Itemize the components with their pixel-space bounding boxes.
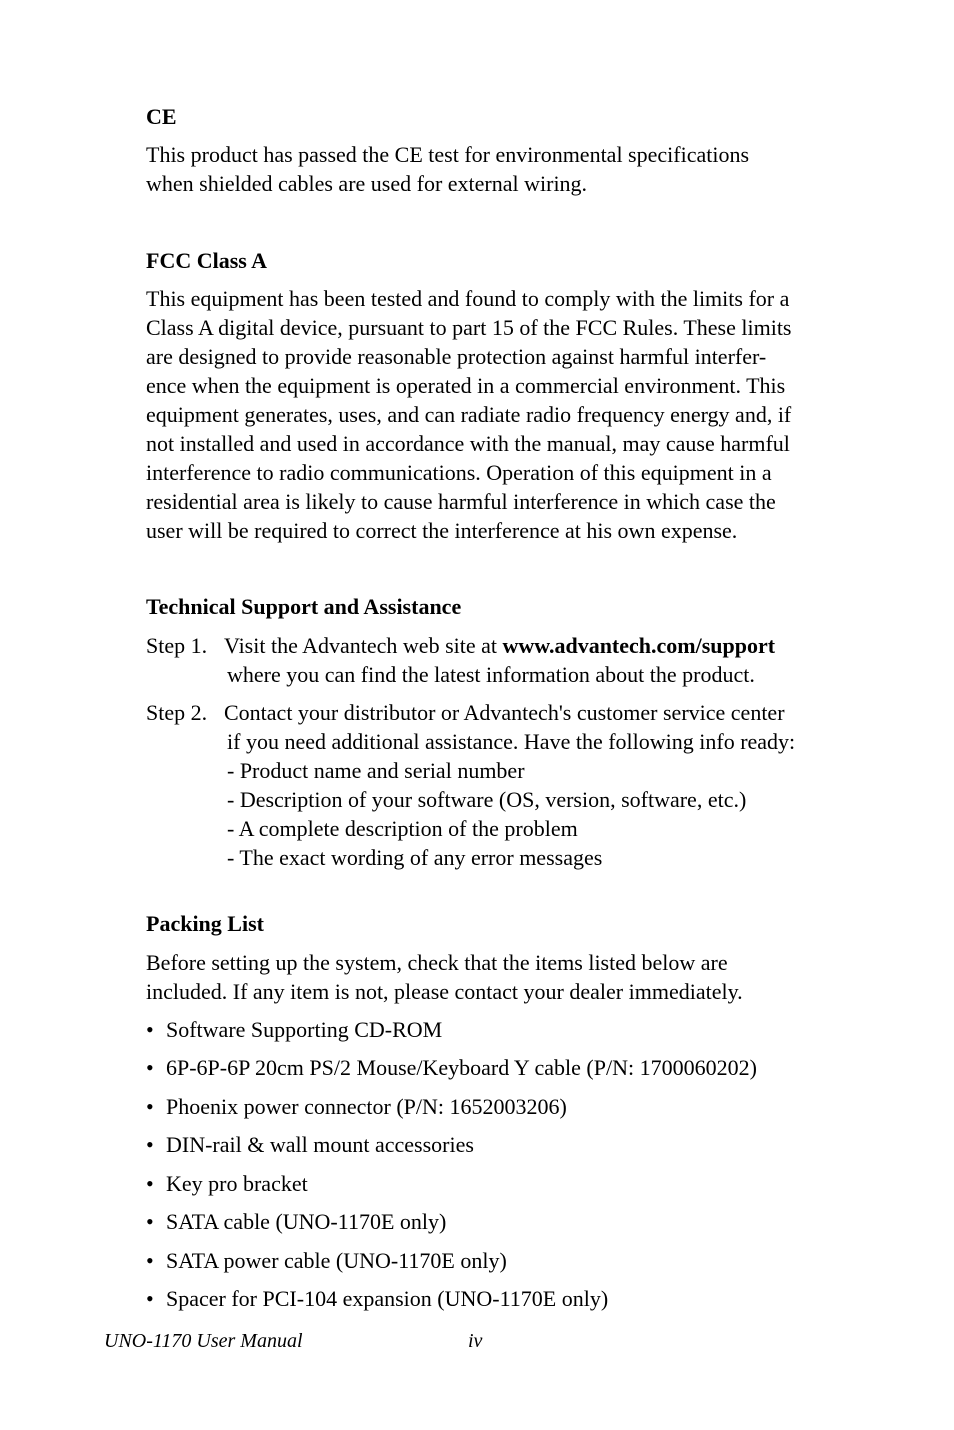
step-2-line: if you need additional assistance. Have the following info ready: [227,729,796,754]
fcc-heading: FCC Class A [146,248,268,273]
step-1-label: Step 1. [146,633,208,658]
list-item [146,1169,308,1198]
step-1-text: Visit the Advantech web site at [224,633,503,658]
list-item [146,1053,757,1082]
list-item [146,1130,474,1159]
step-2-line: - Product name and serial number [227,758,525,783]
step-2-label: Step 2. [146,700,208,725]
packing-heading: Packing List [146,911,264,936]
list-item-text: Software Supporting CD-ROM [166,1017,443,1042]
ce-line: This product has passed the CE test for environmental specifications [146,142,750,167]
fcc-line: are designed to provide reasonable protection against harmful interfer- [146,344,767,369]
list-item-text: 6P-6P-6P 20cm PS/2 Mouse/Keyboard Y cable (P/N: 1700060202) [166,1055,757,1080]
list-item [146,1015,442,1044]
ce-line: when shielded cables are used for external wiring. [146,171,588,196]
bullet-icon: • [146,1209,154,1234]
ce-heading: CE [146,104,177,129]
fcc-paragraph [146,284,866,545]
footer-manual-title: UNO-1170 User Manual [104,1330,303,1352]
fcc-line: ence when the equipment is operated in a commercial environment. This [146,373,786,398]
packing-intro-line: Before setting up the system, check that the items listed below are [146,950,728,975]
list-item-text: SATA power cable (UNO-1170E only) [166,1248,507,1273]
ce-paragraph [146,140,866,198]
bullet-icon: • [146,1248,154,1273]
bullet-icon: • [146,1094,154,1119]
step-1-line-2: where you can find the latest information about the product. [227,662,755,687]
list-item [146,1092,567,1121]
fcc-line: residential area is likely to cause harmful interference in which case the [146,489,776,514]
list-item [146,1207,446,1236]
support-step-2 [146,698,866,872]
support-heading: Technical Support and Assistance [146,594,462,619]
step-2-text: Contact your distributor or Advantech's customer service center [224,700,785,725]
fcc-line: not installed and used in accordance with the manual, may cause harmful [146,431,790,456]
list-item-text: Spacer for PCI-104 expansion (UNO-1170E only) [166,1286,609,1311]
list-item-text: DIN-rail & wall mount accessories [166,1132,474,1157]
support-step-1 [146,631,866,689]
support-link[interactable]: www.advantech.com/support [502,633,776,658]
list-item [146,1284,608,1313]
list-item-text: Key pro bracket [166,1171,308,1196]
bullet-icon: • [146,1171,154,1196]
bullet-icon: • [146,1132,154,1157]
step-2-line: - The exact wording of any error messages [227,845,603,870]
step-2-line: - A complete description of the problem [227,816,578,841]
bullet-icon: • [146,1286,154,1311]
fcc-line: interference to radio communications. Operation of this equipment in a [146,460,772,485]
list-item [146,1246,507,1275]
list-item-text: Phoenix power connector (P/N: 1652003206) [166,1094,567,1119]
bullet-icon: • [146,1017,154,1042]
fcc-line: Class A digital device, pursuant to part 15 of the FCC Rules. These limits [146,315,792,340]
fcc-line: This equipment has been tested and found to comply with the limits for a [146,286,790,311]
bullet-icon: • [146,1055,154,1080]
packing-intro [146,948,866,1006]
step-2-line: - Description of your software (OS, version, software, etc.) [227,787,747,812]
list-item-text: SATA cable (UNO-1170E only) [166,1209,447,1234]
fcc-line: equipment generates, uses, and can radiate radio frequency energy and, if [146,402,792,427]
footer-page-number: iv [468,1330,483,1352]
packing-intro-line: included. If any item is not, please contact your dealer immediately. [146,979,743,1004]
fcc-line: user will be required to correct the interference at his own expense. [146,518,738,543]
